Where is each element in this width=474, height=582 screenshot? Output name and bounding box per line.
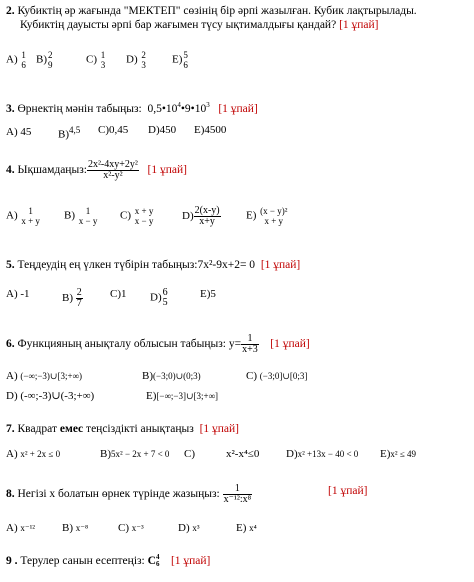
q3-option-b[interactable]: B)$^{4,5}$: [58, 125, 81, 141]
q7-number: 7.: [6, 423, 15, 435]
q5-option-c[interactable]: C)1: [110, 288, 127, 300]
q6-points: [1 ұпай]: [270, 338, 310, 351]
q4-options: [6, 200, 468, 230]
q8-option-c[interactable]: C) x⁻³: [118, 522, 144, 534]
q5-points: [1 ұпай]: [260, 259, 301, 271]
q3-option-c[interactable]: C)0,45: [98, 124, 129, 136]
q2-number: 2.: [6, 5, 15, 17]
q3-text: Өрнектің мәнін табыңыз:: [17, 102, 142, 115]
q4-option-a[interactable]: A) 1 x + y: [6, 206, 40, 226]
q4-fraction: $\frac{\text{2x²-4xy+2y²}}{\text{x²-y²}}$: [87, 159, 138, 181]
q2-points: [1 ұпай]: [339, 19, 379, 31]
q6-text: Функцияның анықталу облысын табыңыз:: [17, 338, 226, 351]
q3-points: [1 ұпай]: [218, 102, 258, 115]
q7-option-b[interactable]: B)5x² − 2x + 7 < 0: [100, 448, 170, 460]
q5-option-d[interactable]: D) 6 5: [150, 287, 168, 308]
q7-option-a[interactable]: A) x² + 2x ≤ 0: [6, 448, 61, 460]
q7-text-b: теңсіздікті анықтаңыз: [86, 423, 194, 435]
q5-options: [6, 282, 468, 308]
q2-option-c[interactable]: C) 1 3: [86, 50, 106, 70]
q6-option-d[interactable]: D) (-∞;-3)∪(-3;+∞): [6, 390, 95, 402]
q8-option-a[interactable]: A) x⁻¹²: [6, 522, 36, 534]
q5-number: 5.: [6, 259, 15, 271]
question-8: [6, 484, 468, 505]
q5-text: Теңдеудің ең үлкен түбірін табыңыз:: [17, 259, 198, 271]
q6-options: [6, 368, 468, 408]
q8-fraction: $\frac{1}{\text{x⁻¹²:x⁸}}$: [223, 483, 252, 505]
q8-option-e[interactable]: E) x⁴: [236, 522, 257, 534]
q9-number: 9 .: [6, 555, 18, 567]
q6-option-e[interactable]: E)[−∞;−3]∪[3;+∞]: [146, 390, 218, 402]
q2-option-a[interactable]: A) 1 6: [6, 50, 26, 70]
question-7: [6, 422, 468, 436]
q2-option-b[interactable]: B) 2 9: [36, 50, 53, 70]
q3-number: 3.: [6, 102, 15, 115]
question-2: [6, 4, 468, 32]
q4-option-b[interactable]: B) 1 x − y: [64, 206, 98, 226]
q3-options: [6, 124, 468, 140]
q4-text: Ықшамдаңыз:: [17, 164, 87, 177]
q4-option-e[interactable]: E) (x − y)² x + y: [246, 206, 288, 226]
q7-option-c[interactable]: C): [184, 448, 195, 460]
q2-option-d[interactable]: D) 2 3: [126, 50, 146, 70]
q3-option-d[interactable]: D)450: [148, 124, 177, 136]
q9-combination: C 4 6: [147, 553, 160, 569]
q2-line2: Кубиктің дауысты әрпі бар жағымен түсу ықтималдығы қандай?: [20, 19, 337, 31]
question-6: [6, 334, 468, 355]
q4-number: 4.: [6, 164, 15, 177]
q8-points: [1 ұпай]: [328, 485, 368, 497]
q6-y: y=: [228, 338, 242, 351]
question-9: [6, 554, 468, 568]
question-5: [6, 258, 468, 272]
q7-options: [6, 446, 468, 462]
q7-text-bold: емес: [59, 423, 84, 435]
question-4: [6, 160, 468, 181]
q4-points: [1 ұпай]: [147, 164, 187, 177]
q7-option-c-expr[interactable]: x²-x⁴≤0: [226, 448, 260, 460]
q8-option-d[interactable]: D) x³: [178, 522, 200, 534]
q6-option-c[interactable]: C) (−3;0]∪[0;3]: [246, 370, 308, 382]
q5-equation: 7x²-9x+2= 0: [197, 259, 256, 271]
q3-option-e[interactable]: E)4500: [194, 124, 227, 136]
q8-option-b[interactable]: B) x⁻⁸: [62, 522, 89, 534]
q5-option-b[interactable]: B) $\frac{2}{7}$: [62, 287, 82, 309]
q5-option-a[interactable]: A) -1: [6, 288, 30, 300]
q6-number: 6.: [6, 338, 15, 351]
q8-text: Негізі x болатын өрнек түрінде жазыңыз:: [17, 488, 220, 501]
q8-number: 8.: [6, 488, 15, 501]
q8-options: [6, 520, 468, 536]
q2-line1: Кубиктің әр жағында "МЕКТЕП" сөзінің бір әрпі жазылған. Кубик лақтырылады.: [17, 5, 417, 17]
q7-option-d[interactable]: D)x² +13x − 40 < 0: [286, 448, 359, 460]
q4-option-d[interactable]: D) $\frac{2(x-y)}{x+y}$: [182, 205, 220, 227]
q6-fraction: $\frac{1}{x+3}$: [242, 333, 258, 355]
q4-option-c[interactable]: C) x + y x − y: [120, 206, 154, 226]
q3-option-a[interactable]: A) 45: [6, 126, 32, 138]
q5-option-e[interactable]: E)5: [200, 288, 216, 300]
q2-options: [6, 44, 468, 70]
q7-option-e[interactable]: E)x² ≤ 49: [380, 448, 417, 460]
q9-text: Терулер санын есептеңіз:: [20, 555, 145, 567]
q6-option-a[interactable]: A) (−∞;−3)∪[3;+∞): [6, 370, 82, 382]
q2-option-e[interactable]: E) 5 6: [172, 50, 188, 70]
q7-points: [1 ұпай]: [199, 423, 240, 435]
q9-points: [1 ұпай]: [170, 555, 211, 567]
q6-option-b[interactable]: B)(−3;0)∪(0;3): [142, 370, 201, 382]
question-3: [6, 98, 468, 116]
q7-text-a: Квадрат: [17, 423, 57, 435]
q3-expression: $0,5•10^4•9•10^3$: [147, 101, 210, 115]
